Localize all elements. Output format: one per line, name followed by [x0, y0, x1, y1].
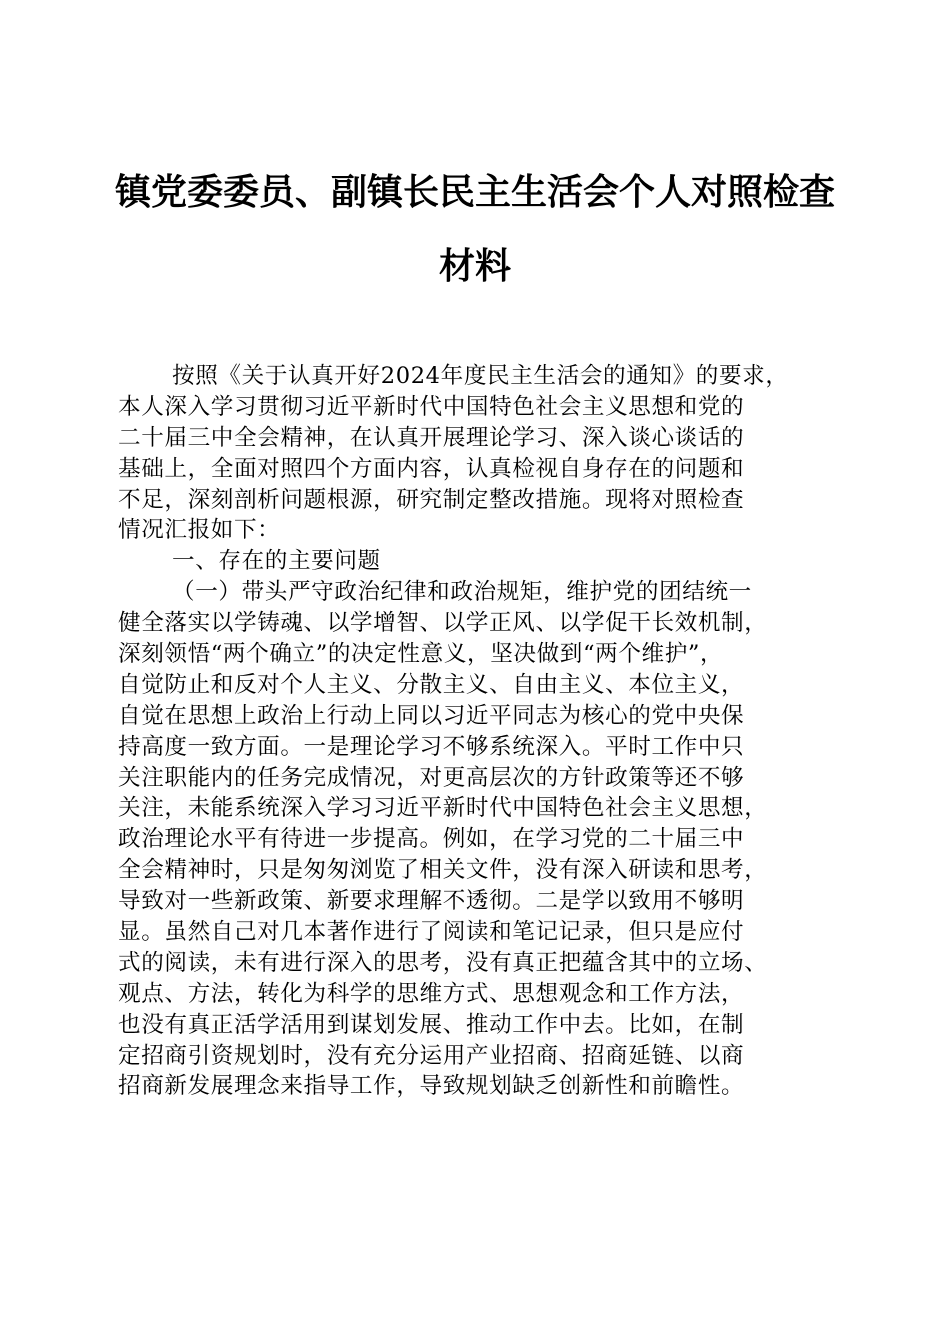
paragraph-line: 关注，未能系统深入学习习近平新时代中国特色社会主义思想， — [118, 795, 768, 822]
paragraph-line: 定招商引资规划时，没有充分运用产业招商、招商延链、以商 — [118, 1042, 745, 1069]
paragraph-line: 情况汇报如下： — [118, 517, 281, 544]
paragraph-line: 二十届三中全会精神，在认真开展理论学习、深入谈心谈话的 — [118, 424, 745, 451]
section-heading: 一、存在的主要问题 — [172, 548, 381, 575]
paragraph-line: 深刻领悟“两个确立”的决定性意义，坚决做到“两个维护”， — [118, 641, 724, 668]
paragraph-line: 健全落实以学铸魂、以学增智、以学正风、以学促干长效机制， — [118, 610, 768, 637]
paragraph-line: 也没有真正活学活用到谋划发展、推动工作中去。比如，在制 — [118, 1011, 745, 1038]
paragraph-line: 显。虽然自己对几本著作进行了阅读和笔记记录，但只是应付 — [118, 919, 745, 946]
paragraph-line: 导致对一些新政策、新要求理解不透彻。二是学以致用不够明 — [118, 888, 745, 915]
paragraph-line: 持高度一致方面。一是理论学习不够系统深入。平时工作中只 — [118, 733, 745, 760]
subsection-heading: （一）带头严守政治纪律和政治规矩，维护党的团结统一 — [172, 579, 752, 606]
paragraph-line: 自觉在思想上政治上行动上同以习近平同志为核心的党中央保 — [118, 702, 745, 729]
paragraph-line: 式的阅读，未有进行深入的思考，没有真正把蕴含其中的立场、 — [118, 949, 768, 976]
paragraph-line: 自觉防止和反对个人主义、分散主义、自由主义、本位主义， — [118, 671, 745, 698]
paragraph-line: 政治理论水平有待进一步提高。例如，在学习党的二十届三中 — [118, 826, 745, 853]
paragraph-line: 观点、方法，转化为科学的思维方式、思想观念和工作方法， — [118, 980, 745, 1007]
paragraph-line: 招商新发展理念来指导工作，导致规划缺乏创新性和前瞻性。 — [118, 1073, 745, 1100]
paragraph-line: 按照《关于认真开好2024年度民主生活会的通知》的要求， — [172, 363, 789, 389]
paragraph-line: 基础上，全面对照四个方面内容，认真检视自身存在的问题和 — [118, 455, 745, 482]
document-title-line-1: 镇党委委员、副镇长民主生活会个人对照检查 — [114, 171, 835, 213]
paragraph-line: 不足，深刻剖析问题根源，研究制定整改措施。现将对照检查 — [118, 486, 745, 513]
document-title-line-2: 材料 — [438, 245, 511, 287]
paragraph-line: 本人深入学习贯彻习近平新时代中国特色社会主义思想和党的 — [118, 393, 745, 420]
paragraph-line: 全会精神时，只是匆匆浏览了相关文件，没有深入研读和思考， — [118, 857, 768, 884]
paragraph-line: 关注职能内的任务完成情况，对更高层次的方针政策等还不够 — [118, 764, 745, 791]
document-body — [118, 361, 828, 1102]
